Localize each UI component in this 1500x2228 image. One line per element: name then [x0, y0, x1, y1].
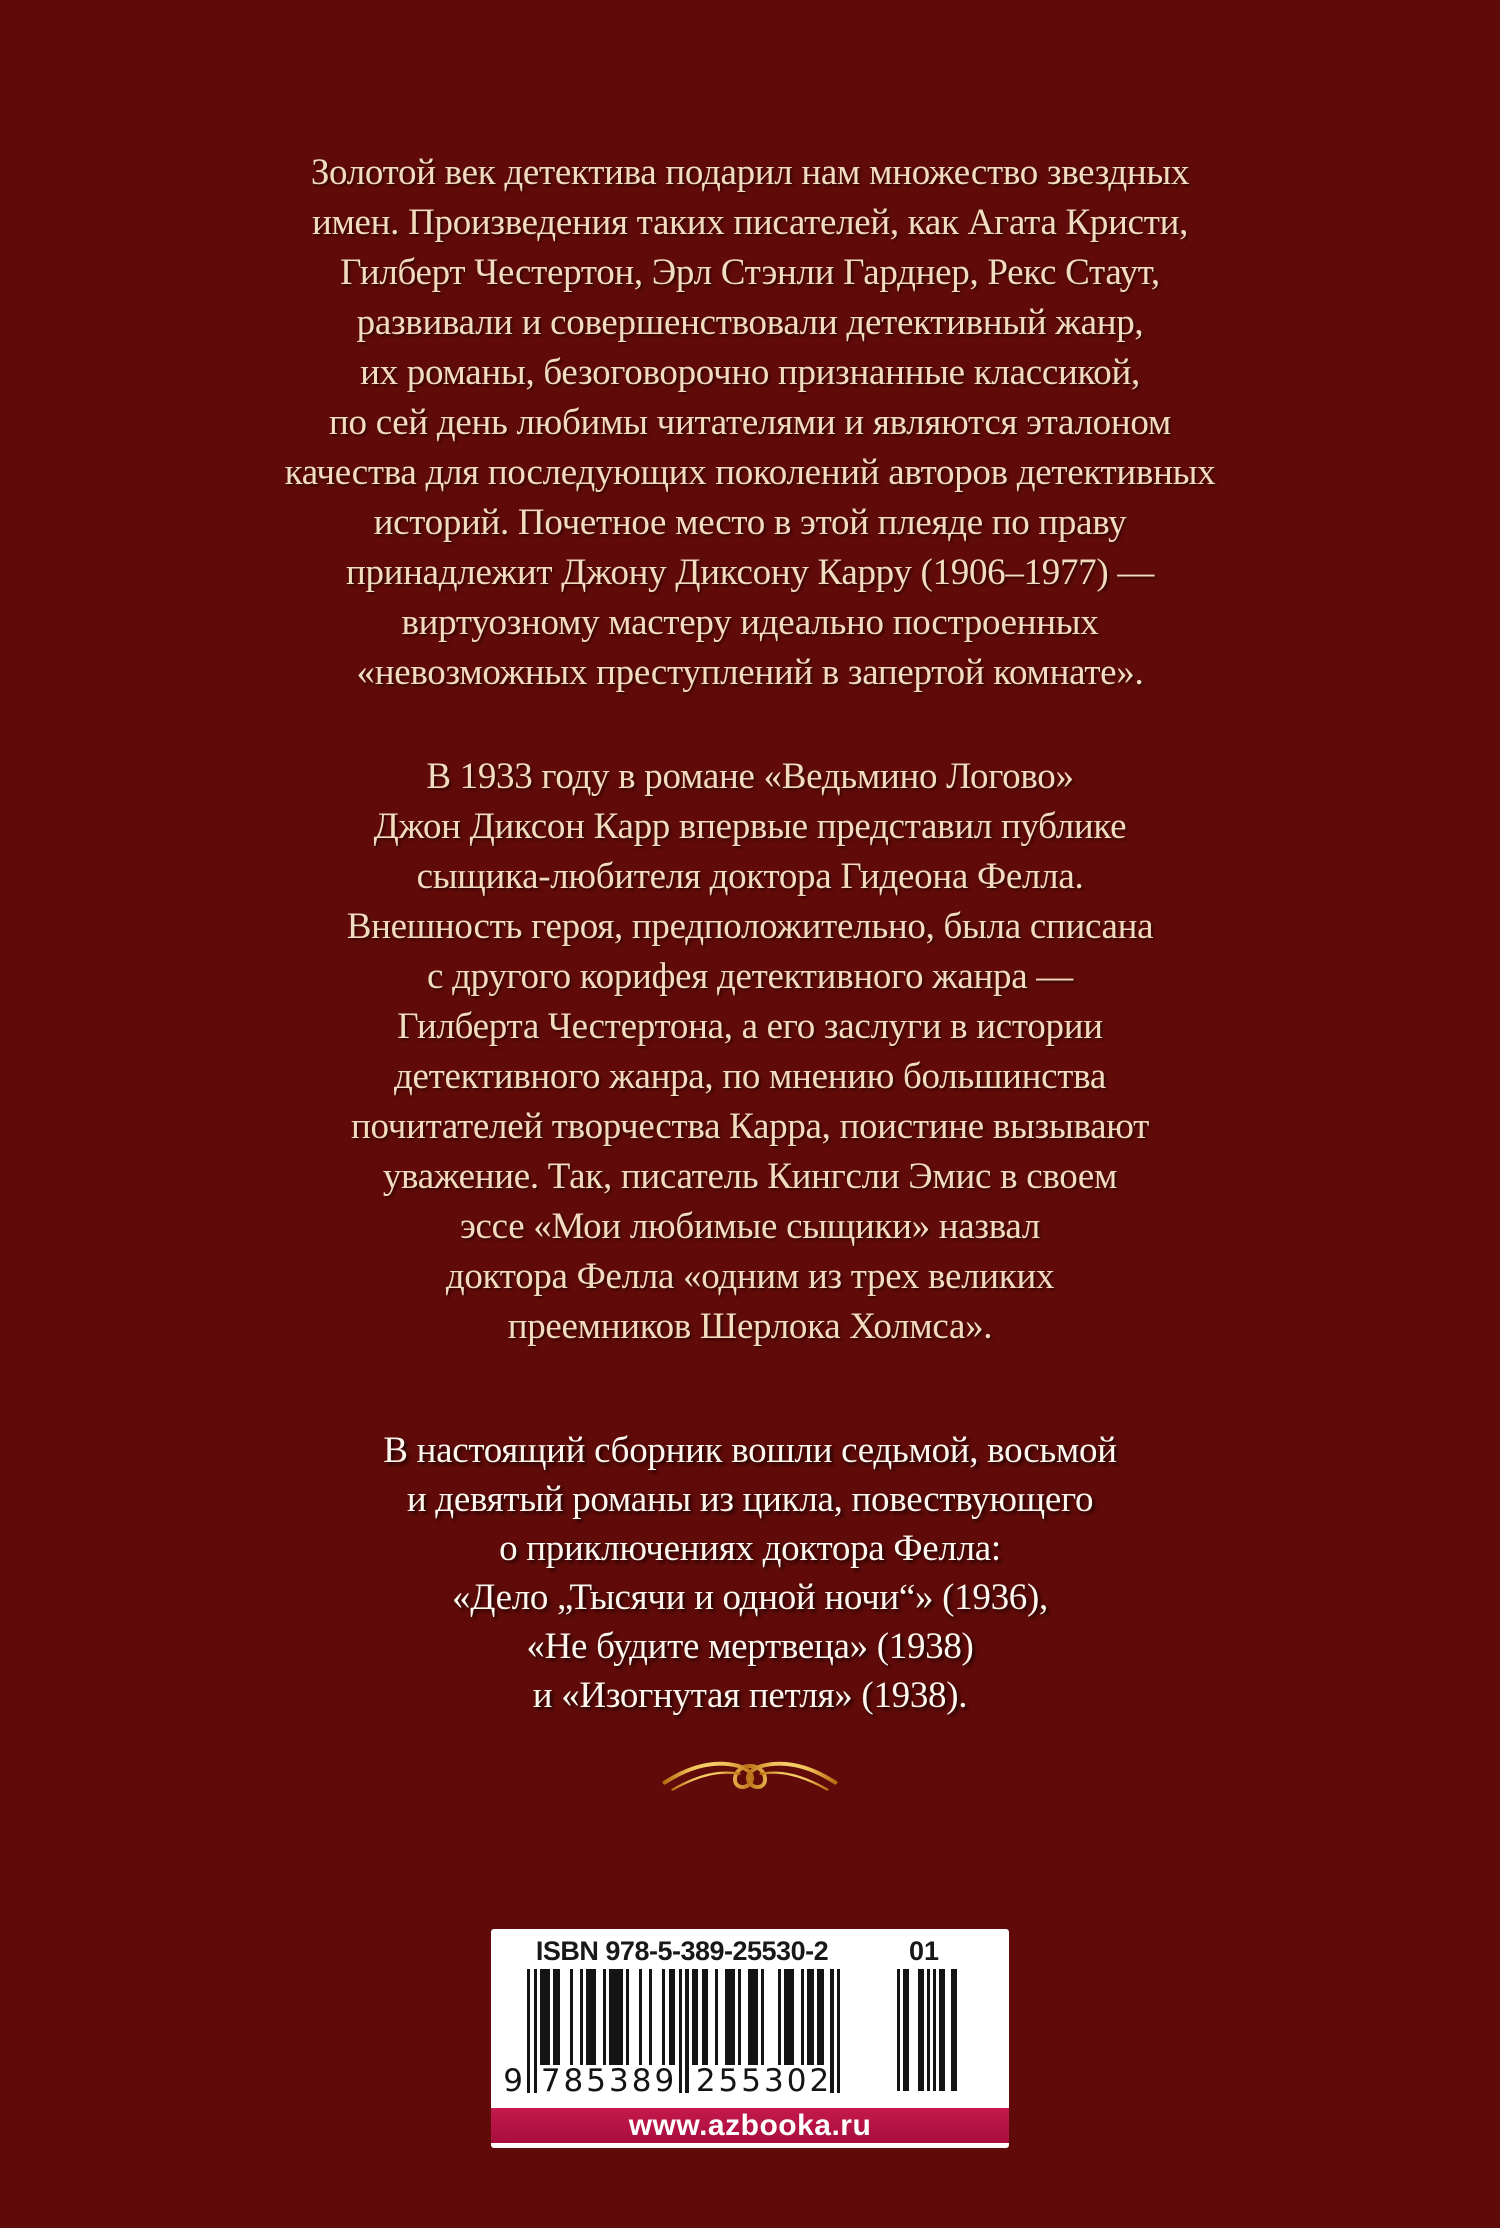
text-line: детективного жанра, по мнению большинства: [394, 1056, 1106, 1097]
paragraph-1: [0, 148, 1500, 698]
paragraph-3: [0, 1426, 1500, 1720]
text-line: «Не будите мертвеца» (1938): [526, 1626, 974, 1667]
text-line: В настоящий сборник вошли седьмой, восьмой: [383, 1430, 1117, 1471]
text-line: качества для последующих поколений авторов детективных: [284, 452, 1216, 493]
text-line: о приключениях доктора Фелла:: [499, 1528, 1001, 1569]
text-line: Джон Диксон Карр впервые представил публике: [373, 806, 1127, 847]
ean13-digits-left: 785389: [540, 2063, 678, 2099]
gold-swash-flourish-icon: [0, 1750, 1500, 1794]
text-line: по сей день любимы читателями и являются эталоном: [329, 402, 1171, 443]
text-line: развивали и совершенствовали детективный жанр,: [356, 302, 1144, 343]
text-line: и девятый романы из цикла, повествующего: [406, 1479, 1094, 1520]
ean13-digit-first: 9: [503, 2063, 523, 2099]
text-line: и «Изогнутая петля» (1938).: [532, 1675, 968, 1716]
text-line: «невозможных преступлений в запертой комнате».: [356, 652, 1144, 693]
text-line: эссе «Мои любимые сыщики» назвал: [459, 1206, 1041, 1247]
text-line: преемников Шерлока Холмса».: [507, 1306, 993, 1347]
text-line: Гилберт Честертон, Эрл Стэнли Гарднер, Рекс Стаут,: [340, 252, 1160, 293]
text-line: их романы, безоговорочно признанные классикой,: [360, 352, 1140, 393]
text-line: почитателей творчества Карра, поистине вызывают: [351, 1106, 1149, 1147]
text-line: Гилберта Честертона, а его заслуги в истории: [397, 1006, 1103, 1047]
text-line: доктора Фелла «одним из трех великих: [445, 1256, 1055, 1297]
publisher-website-banner: [491, 2108, 1009, 2143]
publisher-website-url: www.azbooka.ru: [628, 2108, 872, 2142]
text-line: уважение. Так, писатель Кингсли Эмис в своем: [382, 1156, 1118, 1197]
barcode-label: [491, 1929, 1009, 2148]
ean2-addon-barcode: [894, 1969, 957, 2091]
barcode-addon-number: 01: [908, 1936, 940, 1966]
text-line: Внешность героя, предположительно, была списана: [346, 906, 1154, 947]
text-line: имен. Произведения таких писателей, как Агата Кристи,: [311, 202, 1189, 243]
text-line: историй. Почетное место в этой плеяде по праву: [373, 502, 1127, 543]
text-line: принадлежит Джону Диксону Карру (1906–1977) —: [345, 552, 1155, 593]
isbn-text: ISBN 978-5-389-25530-2: [535, 1936, 829, 1966]
paragraph-2: [0, 752, 1500, 1352]
text-line: Золотой век детектива подарил нам множество звездных: [310, 152, 1190, 193]
text-line: с другого корифея детективного жанра —: [427, 956, 1073, 997]
text-line: виртуозному мастеру идеально построенных: [401, 602, 1099, 643]
text-line: сыщика-любителя доктора Гидеона Фелла.: [416, 856, 1084, 897]
text-line: «Дело „Тысячи и одной ночи“» (1936),: [452, 1577, 1048, 1618]
text-line: В 1933 году в романе «Ведьмино Логово»: [426, 756, 1074, 797]
ean13-digits-right: 255302: [695, 2063, 833, 2099]
